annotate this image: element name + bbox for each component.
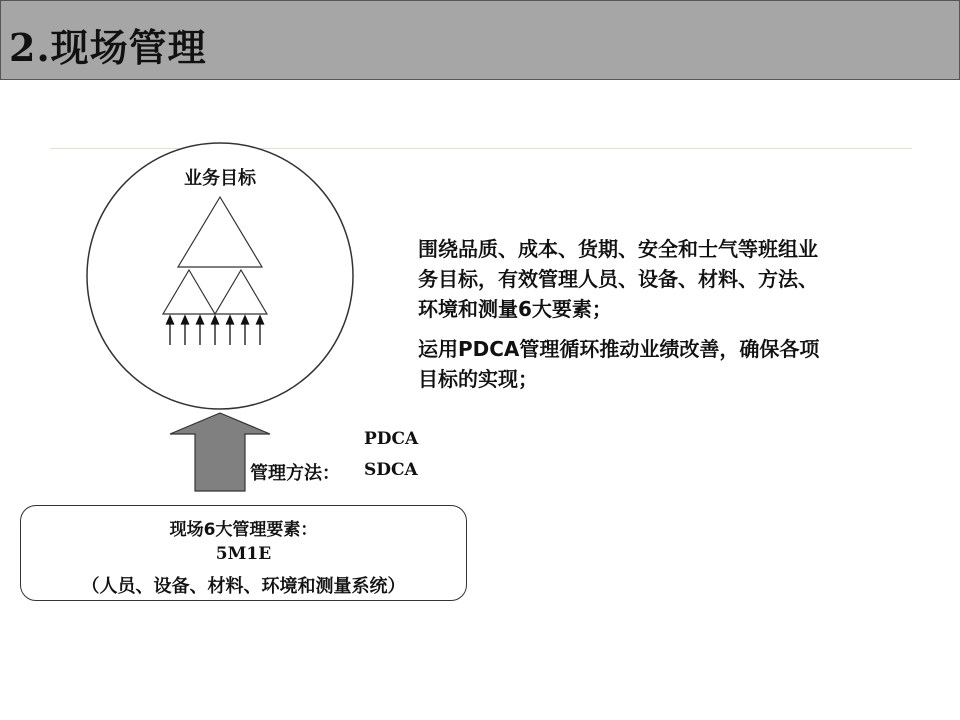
description	[418, 234, 938, 404]
goal-label: 业务目标	[184, 168, 256, 189]
description-paragraph-2: 运用PDCA管理循环推动业绩改善，确保各项 目标的实现；	[418, 337, 820, 391]
elements-code: 5M1E	[215, 544, 272, 564]
method-label: 管理方法：	[250, 463, 340, 484]
description-paragraph-1: 围绕品质、成本、货期、安全和士气等班组业 务目标，有效管理人员、设备、材料、方法、 环境和测量6大要素；	[418, 237, 818, 321]
method-pdca: PDCA	[364, 429, 419, 449]
page-title: 2.现场管理	[9, 25, 207, 70]
elements-title: 现场6大管理要素：	[169, 520, 318, 540]
elements-box	[20, 505, 467, 601]
elements-list: （人员、设备、材料、环境和测量系统）	[81, 576, 406, 597]
method-sdca: SDCA	[364, 460, 418, 480]
